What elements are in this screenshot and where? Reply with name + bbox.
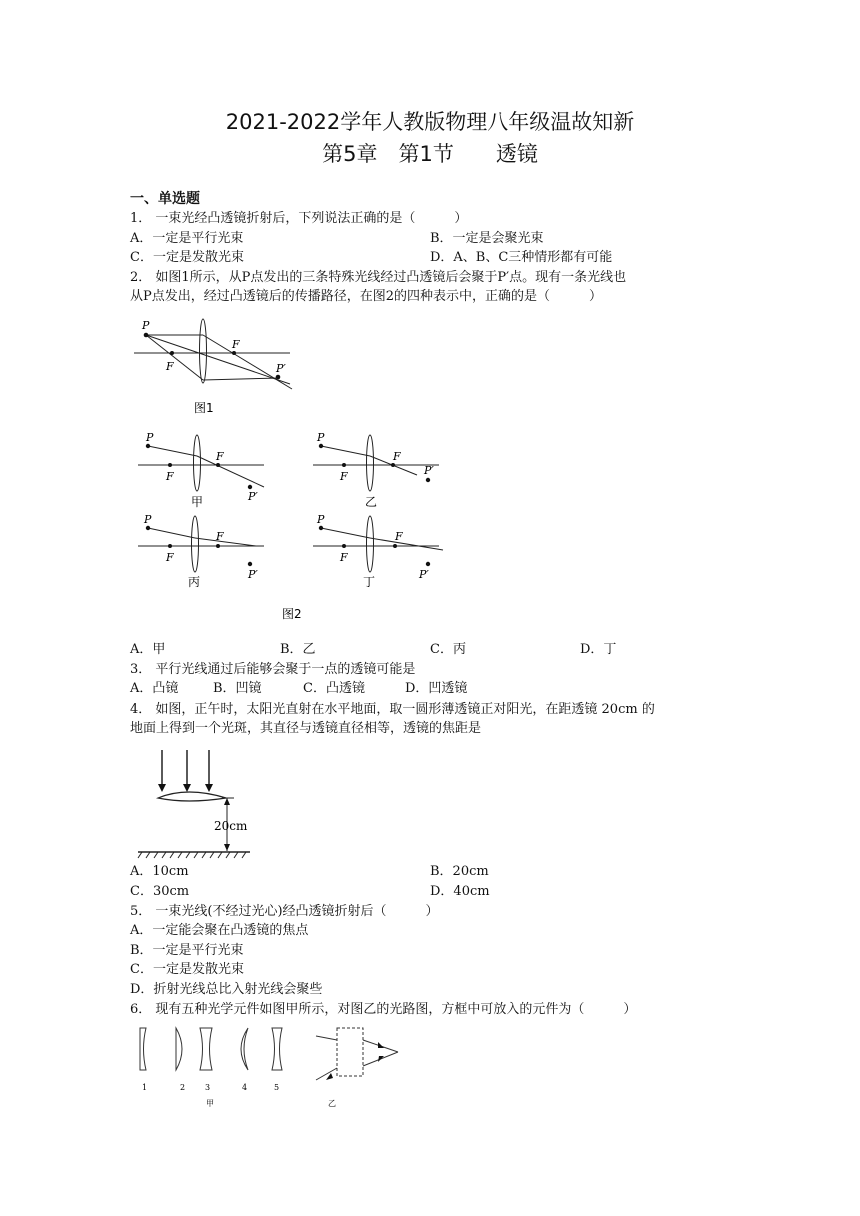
figure-ding-focus-right: F [395, 530, 403, 543]
question-4-figure [130, 746, 270, 861]
figure-jia-focus-left: F [166, 470, 174, 483]
figure-2-option-bing [138, 512, 278, 592]
question-4-option-a: A．10cm [130, 864, 189, 879]
figure-ding-point-p-prime: P′ [419, 568, 429, 581]
figure-yi-point-p: P [317, 431, 325, 444]
figure-yi-focus-right: F [393, 450, 401, 463]
question-2-stem-line-2: 从P点发出，经过凸透镜后的传播路径，在图2的四种表示中，正确的是（ ） [130, 289, 603, 304]
question-4-distance-label: 20cm [214, 819, 248, 833]
question-6-stem: 6． 现有五种光学元件如图甲所示，对图乙的光路图，方框中可放入的元件为（ ） [130, 1002, 637, 1017]
question-3-option-c: C．凸透镜 [303, 681, 365, 696]
figure-6-label-jia: 甲 [206, 1099, 214, 1108]
element-number-4: 4 [242, 1083, 248, 1092]
figure-2-caption-box [282, 604, 322, 624]
question-1-option-c: C．一定是发散光束 [130, 250, 244, 265]
figure-yi-point-p-prime: P′ [424, 464, 434, 477]
figure-ding-label: 丁 [363, 575, 376, 589]
figure-1-lens-diagram [130, 316, 300, 396]
figure-1-point-p-prime: P′ [276, 362, 286, 375]
question-4-option-c: C．30cm [130, 884, 190, 899]
question-4-stem-line-1: 4． 如图，正午时，太阳光直射在水平地面，取一圆形薄透镜正对阳光，在距透镜 20cm 的 [130, 702, 655, 717]
element-number-1: 1 [142, 1083, 148, 1092]
question-1-option-d: D．A、B、C三种情形都有可能 [430, 250, 613, 265]
figure-1-focus-right: F [232, 338, 240, 351]
figure-bing-focus-right: F [216, 530, 224, 543]
figure-6-label-yi: 乙 [328, 1099, 336, 1108]
question-3-option-a: A．凸镜 [130, 681, 179, 696]
figure-ding-point-p: P [317, 513, 325, 526]
figure-bing-point-p-prime: P′ [248, 568, 258, 581]
question-3-option-b: B．凹镜 [213, 681, 262, 696]
question-4-option-d: D．40cm [430, 884, 490, 899]
question-4-option-b: B．20cm [430, 864, 489, 879]
figure-2-option-yi [313, 430, 453, 510]
figure-jia-point-p-prime: P′ [248, 490, 258, 503]
question-5-option-a: A．一定能会聚在凸透镜的焦点 [130, 923, 309, 938]
figure-1-focus-left: F [166, 360, 174, 373]
chapter-title: 第5章 第1节 透镜 [322, 142, 538, 166]
question-3-option-d: D．凹透镜 [405, 681, 468, 696]
question-5-stem: 5． 一束光线(不经过光心)经凸透镜折射后（ ） [130, 904, 439, 919]
element-number-2: 2 [180, 1083, 186, 1092]
question-2-stem-line-1: 2． 如图1所示，从P点发出的三条特殊光线经过凸透镜后会聚于P′点。现有一条光线也 [130, 270, 627, 285]
question-2-option-a: A．甲 [130, 642, 166, 657]
figure-1-caption: 图1 [194, 401, 214, 415]
figure-2-caption: 图2 [282, 607, 302, 621]
question-1-stem: 1． 一束光经凸透镜折射后，下列说法正确的是（ ） [130, 211, 468, 226]
question-5-option-d: D．折射光线总比入射光线会聚些 [130, 982, 323, 997]
figure-bing-focus-left: F [166, 551, 174, 564]
figure-jia-point-p: P [146, 431, 154, 444]
figure-bing-point-p: P [144, 513, 152, 526]
figure-1-caption-box [192, 398, 232, 418]
figure-2-option-ding [313, 512, 453, 592]
figure-jia-label: 甲 [191, 495, 204, 509]
figure-1-point-p: P [142, 319, 150, 332]
question-1-option-a: A．一定是平行光束 [130, 231, 244, 246]
figure-2-option-jia [138, 430, 278, 510]
element-number-5: 5 [274, 1083, 280, 1092]
figure-yi-label: 乙 [365, 495, 378, 509]
question-4-stem-line-2: 地面上得到一个光斑，其直径与透镜直径相等，透镜的焦距是 [130, 721, 482, 736]
figure-bing-label: 丙 [188, 575, 201, 589]
question-2-option-b: B．乙 [280, 642, 316, 657]
question-2-option-d: D．丁 [580, 642, 617, 657]
figure-yi-focus-left: F [340, 470, 348, 483]
element-number-3: 3 [205, 1083, 211, 1092]
question-3-stem: 3． 平行光线通过后能够会聚于一点的透镜可能是 [130, 662, 416, 677]
figure-jia-focus-right: F [216, 450, 224, 463]
question-5-option-c: C．一定是发散光束 [130, 962, 244, 977]
question-2-option-c: C．丙 [430, 642, 466, 657]
question-6-figure [130, 1022, 410, 1112]
question-5-option-b: B．一定是平行光束 [130, 943, 244, 958]
question-1-option-b: B．一定是会聚光束 [430, 231, 544, 246]
section-heading: 一、单选题 [130, 191, 200, 207]
document-title: 2021-2022学年人教版物理八年级温故知新 [225, 110, 635, 134]
figure-ding-focus-left: F [340, 551, 348, 564]
